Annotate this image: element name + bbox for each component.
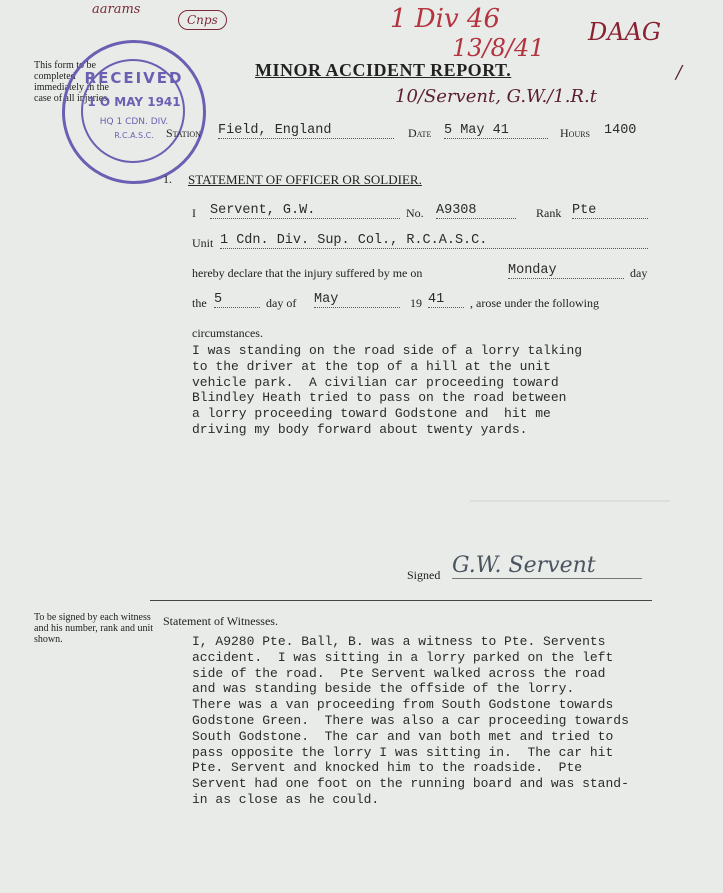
section-1-heading: STATEMENT OF OFFICER OR SOLDIER.: [188, 172, 422, 187]
stamp-unit: HQ 1 CDN. DIV.: [99, 117, 169, 127]
hours-label: Hours: [560, 126, 591, 140]
stamp-received-text: RECEIVED: [84, 69, 184, 87]
soldier-number: A9308: [436, 203, 516, 219]
circled-note: Cnps: [178, 10, 227, 30]
rank-label: Rank: [536, 206, 562, 220]
arose-text: , arose under the following: [470, 296, 599, 310]
soldier-signature: G.W. Servent: [452, 553, 642, 579]
stamp-corps: R.C.A.S.C.: [114, 131, 154, 140]
section-1-number: 1.: [163, 172, 172, 186]
unit-label: Unit: [192, 236, 214, 250]
report-title: MINOR ACCIDENT REPORT.: [255, 60, 512, 80]
section-divider: [150, 600, 652, 601]
unit-value: 1 Cdn. Div. Sup. Col., R.C.A.S.C.: [220, 233, 648, 249]
day-label: day: [630, 266, 648, 280]
circumstances-label: circumstances.: [192, 326, 263, 340]
date-label: Date: [408, 126, 432, 140]
stamp-date: 1 O MAY 1941: [87, 95, 181, 109]
the-label: the: [192, 296, 207, 310]
reference-annotation: 10/Servent, G.W./1.R.t: [395, 86, 597, 107]
year-value: 41: [428, 292, 464, 308]
top-left-handwriting: aarams: [92, 2, 141, 17]
faint-rule: [470, 500, 670, 502]
witness-statement: I, A9280 Pte. Ball, B. was a witness to Pte. Servents accident. I was sitting in a lorry parked on the left side of the road. Pte Servent walked across the road and was standing beside the offside of the lorry. There was a van proceeding from South Godstone towards Godstone Green. There was also a car proceeding towards South Godstone. The car and van both met and tried to pass opposite the lorry I was sitting in. The car hit Pte. Servent and knocked him to the roadside. Pte Servent had one foot on the running board and was stand- in as close as he could.: [192, 634, 629, 807]
margin-mark: /: [676, 62, 683, 83]
corner-initials: DAAG: [588, 18, 662, 46]
received-stamp: [62, 40, 206, 184]
margin-instruction-witness: To be signed by each witness and his number, rank and unit shown.: [34, 612, 154, 645]
signed-label: Signed: [407, 568, 441, 582]
i-label: I: [192, 206, 196, 220]
day-of-label: day of: [266, 296, 297, 310]
month-value: May: [314, 292, 400, 308]
declaration-text: hereby declare that the injury suffered by me on: [192, 266, 423, 280]
circumstances-text: I was standing on the road side of a lorry talking to the driver at the top of a hill at the unit vehicle park. A civilian car proceeding toward Blindley Heath tried to pass on the road between a lorry proceeding toward Godstone and hit me driving my body forward about twenty yards.: [192, 343, 583, 437]
red-annotation-number: 13/8/41: [452, 34, 545, 62]
date-value: 5 May 41: [444, 123, 548, 139]
number-label: No.: [406, 206, 424, 220]
witness-heading: Statement of Witnesses.: [163, 614, 278, 628]
day-number-value: 5: [214, 292, 260, 308]
margin-instruction-top: This form to be completed immediately in the case of all injuries.: [34, 60, 110, 104]
soldier-rank: Pte: [572, 203, 648, 219]
year-prefix: 19: [410, 296, 422, 310]
hours-value: 1400: [604, 123, 637, 138]
red-annotation-division: 1 Div 46: [390, 4, 501, 34]
soldier-name: Servent, G.W.: [210, 203, 400, 219]
station-value: Field, England: [218, 123, 394, 139]
station-label: Station: [166, 126, 201, 140]
injury-day-value: Monday: [508, 263, 624, 279]
